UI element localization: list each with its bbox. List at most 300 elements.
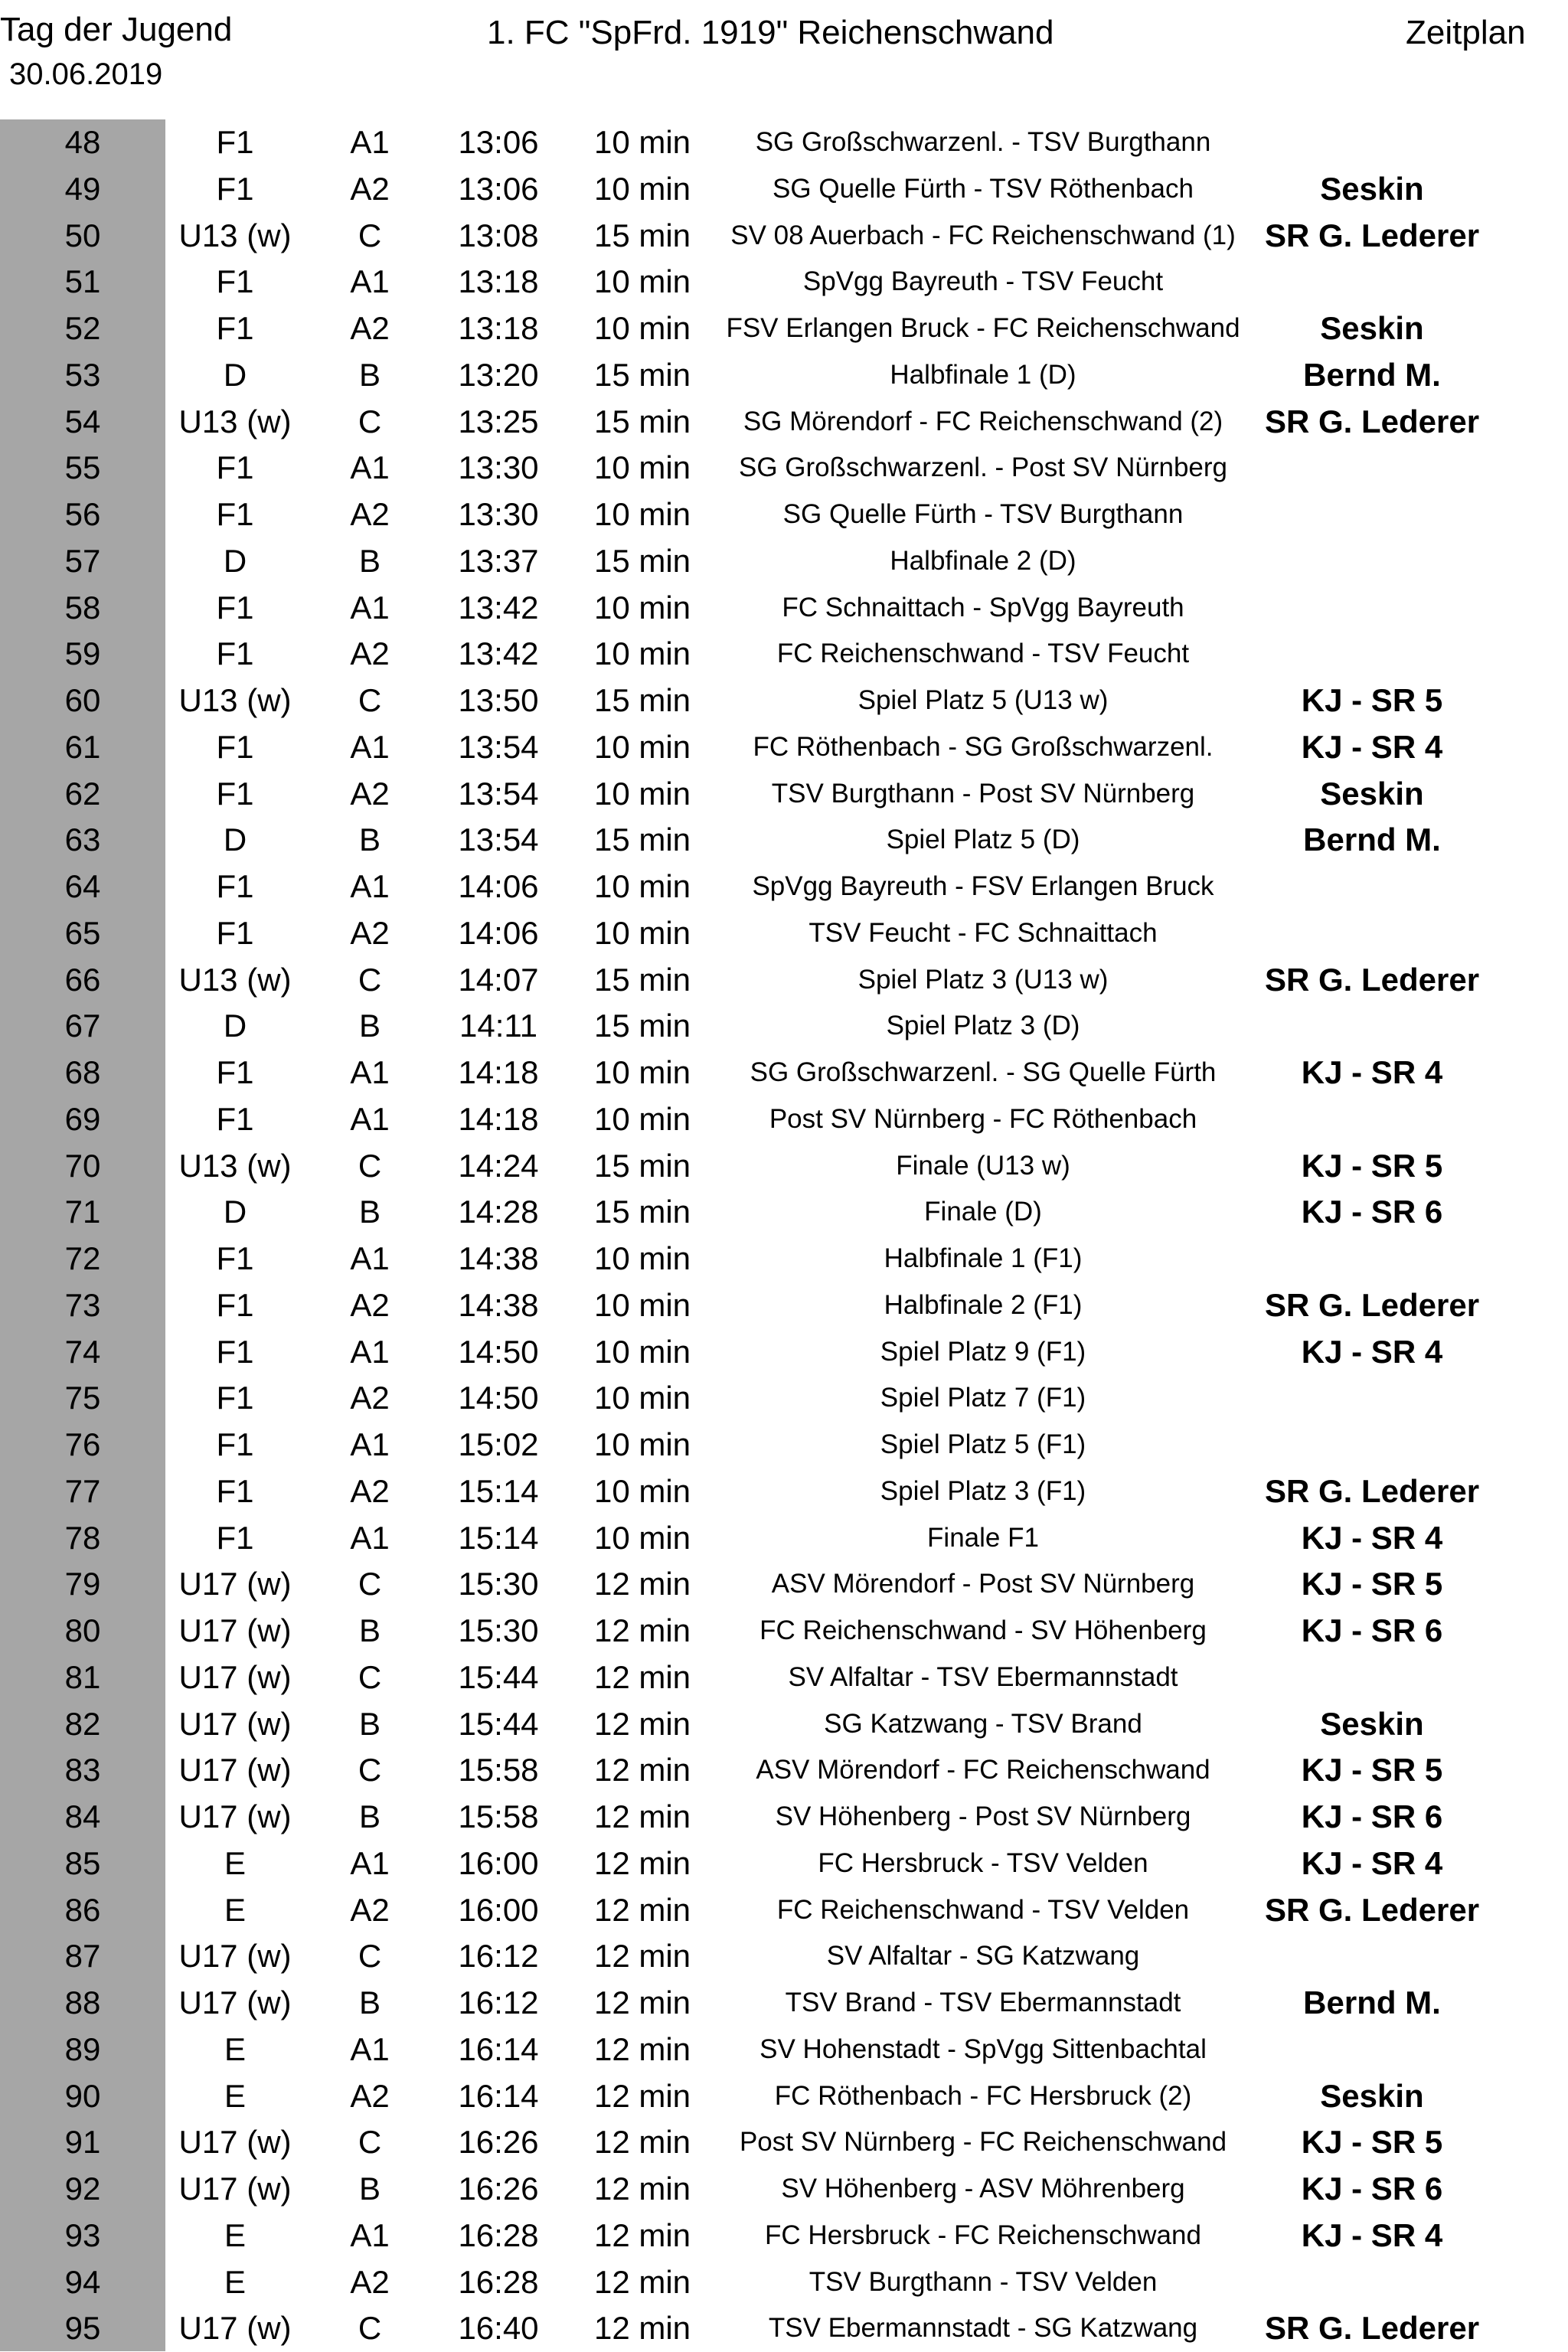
age-class-cell: D bbox=[223, 1008, 247, 1044]
duration-cell: 15 min bbox=[593, 403, 691, 439]
match-cell: SG Quelle Fürth - TSV Röthenbach bbox=[773, 173, 1194, 204]
referee-cell bbox=[1243, 1375, 1501, 1422]
game-number-cell: 80 bbox=[64, 1612, 101, 1648]
game-number-cell: 89 bbox=[64, 2030, 101, 2067]
duration-cell: 12 min bbox=[593, 2216, 691, 2253]
game-number-cell: 65 bbox=[64, 914, 101, 951]
start-time-cell: 15:30 bbox=[458, 1612, 539, 1648]
start-time-cell: 13:54 bbox=[458, 822, 539, 858]
start-time-cell: 14:18 bbox=[458, 1100, 539, 1137]
duration-cell: 10 min bbox=[593, 1472, 691, 1509]
start-time-cell: 14:28 bbox=[458, 1194, 539, 1230]
game-number-cell: 61 bbox=[64, 728, 101, 765]
referee-cell bbox=[1243, 1422, 1501, 1468]
start-time-cell: 14:50 bbox=[458, 1333, 539, 1370]
field-cell: A2 bbox=[350, 170, 390, 207]
referee-cell bbox=[1243, 2259, 1501, 2306]
game-number-cell: 81 bbox=[64, 1658, 101, 1695]
table-row bbox=[0, 166, 1568, 213]
duration-cell: 12 min bbox=[593, 1658, 691, 1695]
duration-cell: 12 min bbox=[593, 1891, 691, 1928]
table-row bbox=[0, 1050, 1568, 1096]
match-cell: Spiel Platz 3 (D) bbox=[886, 1011, 1080, 1041]
game-number-cell: 64 bbox=[64, 868, 101, 904]
age-class-cell: F1 bbox=[216, 496, 254, 532]
table-row bbox=[0, 1841, 1568, 1887]
age-class-cell: U17 (w) bbox=[178, 1658, 292, 1695]
field-cell: C bbox=[358, 961, 382, 998]
table-row bbox=[0, 1096, 1568, 1143]
duration-cell: 10 min bbox=[593, 1240, 691, 1276]
field-cell: C bbox=[358, 2310, 382, 2347]
match-cell: Finale (U13 w) bbox=[896, 1150, 1070, 1181]
field-cell: A1 bbox=[350, 1844, 390, 1881]
game-number-cell: 93 bbox=[64, 2216, 101, 2253]
start-time-cell: 14:11 bbox=[459, 1008, 537, 1044]
match-cell: FC Röthenbach - FC Hersbruck (2) bbox=[774, 2080, 1192, 2111]
age-class-cell: F1 bbox=[216, 868, 254, 904]
game-number-cell: 71 bbox=[64, 1194, 101, 1230]
field-cell: A2 bbox=[350, 635, 390, 672]
field-cell: A2 bbox=[350, 775, 390, 812]
match-cell: Spiel Platz 9 (F1) bbox=[880, 1336, 1086, 1367]
duration-cell: 12 min bbox=[593, 2263, 691, 2300]
match-cell: SpVgg Bayreuth - TSV Feucht bbox=[802, 266, 1164, 297]
game-number-cell: 79 bbox=[64, 1566, 101, 1602]
duration-cell: 12 min bbox=[593, 1566, 691, 1602]
field-cell: A1 bbox=[350, 2030, 390, 2067]
match-cell: Finale (D) bbox=[924, 1197, 1042, 1227]
referee-cell: Seskin bbox=[1320, 2077, 1424, 2114]
start-time-cell: 16:14 bbox=[458, 2030, 539, 2067]
referee-cell: Bernd M. bbox=[1303, 1984, 1441, 2020]
field-cell: A2 bbox=[350, 914, 390, 951]
age-class-cell: F1 bbox=[216, 449, 254, 486]
match-cell: Halbfinale 1 (D) bbox=[890, 359, 1076, 390]
age-class-cell: D bbox=[223, 356, 247, 393]
field-cell: C bbox=[358, 1566, 382, 1602]
field-cell: B bbox=[358, 2171, 381, 2207]
table-row bbox=[0, 1933, 1568, 1980]
game-number-cell: 90 bbox=[64, 2077, 101, 2114]
table-row bbox=[0, 213, 1568, 260]
duration-cell: 10 min bbox=[593, 775, 691, 812]
table-row bbox=[0, 2027, 1568, 2073]
start-time-cell: 16:28 bbox=[458, 2263, 539, 2300]
match-cell: FC Reichenschwand - TSV Velden bbox=[776, 1894, 1190, 1925]
duration-cell: 12 min bbox=[593, 1984, 691, 2020]
match-cell: Halbfinale 1 (F1) bbox=[884, 1243, 1083, 1273]
referee-cell: KJ - SR 4 bbox=[1301, 1054, 1443, 1090]
referee-cell bbox=[1243, 1655, 1501, 1701]
duration-cell: 12 min bbox=[593, 1752, 691, 1788]
start-time-cell: 16:40 bbox=[458, 2310, 539, 2347]
age-class-cell: F1 bbox=[216, 728, 254, 765]
referee-cell bbox=[1243, 538, 1501, 585]
table-row bbox=[0, 1608, 1568, 1655]
match-cell: Spiel Platz 5 (U13 w) bbox=[858, 685, 1109, 715]
duration-cell: 15 min bbox=[593, 1147, 691, 1184]
game-number-cell: 68 bbox=[64, 1054, 101, 1090]
duration-cell: 10 min bbox=[593, 1519, 691, 1556]
table-row bbox=[0, 1329, 1568, 1376]
table-row bbox=[0, 1747, 1568, 1794]
referee-cell bbox=[1243, 910, 1501, 957]
field-cell: C bbox=[358, 403, 382, 439]
referee-cell bbox=[1243, 1003, 1501, 1050]
table-row bbox=[0, 2119, 1568, 2166]
table-row bbox=[0, 119, 1568, 166]
referee-cell bbox=[1243, 631, 1501, 678]
game-number-cell: 87 bbox=[64, 1938, 101, 1975]
age-class-cell: U17 (w) bbox=[178, 1752, 292, 1788]
field-cell: B bbox=[358, 822, 381, 858]
start-time-cell: 13:06 bbox=[458, 124, 539, 160]
field-cell: C bbox=[358, 2124, 382, 2161]
game-number-cell: 76 bbox=[64, 1426, 101, 1462]
game-number-cell: 56 bbox=[64, 496, 101, 532]
age-class-cell: F1 bbox=[216, 1426, 254, 1462]
table-row bbox=[0, 1003, 1568, 1050]
table-row bbox=[0, 445, 1568, 492]
duration-cell: 15 min bbox=[593, 682, 691, 718]
match-cell: SG Großschwarzenl. - Post SV Nürnberg bbox=[739, 452, 1227, 483]
field-cell: B bbox=[358, 1984, 381, 2020]
field-cell: C bbox=[358, 1938, 382, 1975]
table-row bbox=[0, 1468, 1568, 1515]
referee-cell bbox=[1243, 2027, 1501, 2073]
start-time-cell: 15:14 bbox=[458, 1472, 539, 1509]
start-time-cell: 14:38 bbox=[458, 1240, 539, 1276]
referee-cell: KJ - SR 5 bbox=[1301, 1147, 1443, 1184]
age-class-cell: E bbox=[224, 2216, 246, 2253]
table-row bbox=[0, 631, 1568, 678]
field-cell: C bbox=[358, 217, 382, 253]
duration-cell: 10 min bbox=[593, 728, 691, 765]
age-class-cell: U17 (w) bbox=[178, 2310, 292, 2347]
start-time-cell: 15:14 bbox=[458, 1519, 539, 1556]
field-cell: B bbox=[358, 1798, 381, 1834]
referee-cell: KJ - SR 6 bbox=[1301, 1612, 1443, 1648]
start-time-cell: 15:44 bbox=[458, 1658, 539, 1695]
match-cell: SG Großschwarzenl. - TSV Burgthann bbox=[755, 127, 1211, 157]
table-row bbox=[0, 1143, 1568, 1190]
game-number-cell: 74 bbox=[64, 1333, 101, 1370]
start-time-cell: 14:06 bbox=[458, 868, 539, 904]
duration-cell: 10 min bbox=[593, 1286, 691, 1323]
table-row bbox=[0, 678, 1568, 724]
duration-cell: 12 min bbox=[593, 2077, 691, 2114]
duration-cell: 10 min bbox=[593, 914, 691, 951]
start-time-cell: 13:25 bbox=[458, 403, 539, 439]
match-cell: FC Reichenschwand - TSV Feucht bbox=[776, 639, 1190, 669]
table-row bbox=[0, 1422, 1568, 1468]
field-cell: A1 bbox=[350, 124, 390, 160]
table-row bbox=[0, 910, 1568, 957]
table-row bbox=[0, 2213, 1568, 2259]
age-class-cell: E bbox=[224, 1844, 246, 1881]
table-row bbox=[0, 1794, 1568, 1841]
match-cell: SV Höhenberg - ASV Möhrenberg bbox=[781, 2174, 1185, 2203]
age-class-cell: U13 (w) bbox=[178, 403, 292, 439]
referee-cell: Seskin bbox=[1320, 170, 1424, 207]
match-cell: FC Reichenschwand - SV Höhenberg bbox=[760, 1615, 1207, 1645]
table-row bbox=[0, 2073, 1568, 2120]
age-class-cell: F1 bbox=[216, 1519, 254, 1556]
match-cell: ASV Mörendorf - FC Reichenschwand bbox=[756, 1755, 1210, 1785]
table-row bbox=[0, 1655, 1568, 1701]
age-class-cell: F1 bbox=[216, 1380, 254, 1416]
match-cell: Halbfinale 2 (F1) bbox=[884, 1289, 1083, 1320]
duration-cell: 10 min bbox=[593, 1054, 691, 1090]
game-number-cell: 88 bbox=[64, 1984, 101, 2020]
match-cell: TSV Ebermannstadt - SG Katzwang bbox=[768, 2313, 1198, 2344]
age-class-cell: F1 bbox=[216, 775, 254, 812]
field-cell: A2 bbox=[350, 1891, 390, 1928]
field-cell: A1 bbox=[350, 1333, 390, 1370]
game-number-cell: 50 bbox=[64, 217, 101, 253]
game-number-cell: 95 bbox=[64, 2310, 101, 2347]
age-class-cell: F1 bbox=[216, 1286, 254, 1323]
duration-cell: 10 min bbox=[593, 310, 691, 346]
referee-cell: SR G. Lederer bbox=[1264, 1286, 1480, 1323]
game-number-cell: 75 bbox=[64, 1380, 101, 1416]
table-row bbox=[0, 1887, 1568, 1934]
match-cell: SV Hohenstadt - SpVgg Sittenbachtal bbox=[760, 2034, 1207, 2064]
duration-cell: 12 min bbox=[593, 1612, 691, 1648]
table-row bbox=[0, 259, 1568, 305]
age-class-cell: F1 bbox=[216, 635, 254, 672]
start-time-cell: 15:02 bbox=[458, 1426, 539, 1462]
age-class-cell: D bbox=[223, 1194, 247, 1230]
referee-cell: KJ - SR 6 bbox=[1301, 2171, 1443, 2207]
event-title: Tag der Jugend bbox=[0, 11, 233, 48]
start-time-cell: 14:50 bbox=[458, 1380, 539, 1416]
field-cell: A2 bbox=[350, 310, 390, 346]
referee-cell bbox=[1243, 1096, 1501, 1143]
match-cell: Finale F1 bbox=[927, 1522, 1039, 1553]
field-cell: A1 bbox=[350, 449, 390, 486]
duration-cell: 10 min bbox=[593, 170, 691, 207]
duration-cell: 10 min bbox=[593, 496, 691, 532]
match-cell: SG Quelle Fürth - TSV Burgthann bbox=[782, 499, 1184, 529]
age-class-cell: F1 bbox=[216, 1240, 254, 1276]
age-class-cell: U13 (w) bbox=[178, 961, 292, 998]
field-cell: C bbox=[358, 1752, 382, 1788]
age-class-cell: E bbox=[224, 2030, 246, 2067]
referee-cell: KJ - SR 4 bbox=[1301, 1519, 1443, 1556]
match-cell: Spiel Platz 7 (F1) bbox=[880, 1383, 1086, 1413]
referee-cell: SR G. Lederer bbox=[1264, 1891, 1480, 1928]
start-time-cell: 13:54 bbox=[458, 775, 539, 812]
age-class-cell: F1 bbox=[216, 589, 254, 626]
duration-cell: 12 min bbox=[593, 1705, 691, 1742]
start-time-cell: 14:24 bbox=[458, 1147, 539, 1184]
table-row bbox=[0, 1561, 1568, 1608]
referee-cell: KJ - SR 6 bbox=[1301, 1798, 1443, 1834]
duration-cell: 12 min bbox=[593, 1798, 691, 1834]
duration-cell: 15 min bbox=[593, 542, 691, 579]
match-cell: SV Höhenberg - Post SV Nürnberg bbox=[775, 1802, 1191, 1831]
table-row bbox=[0, 585, 1568, 632]
match-cell: TSV Burgthann - Post SV Nürnberg bbox=[771, 778, 1195, 808]
match-cell: FC Röthenbach - SG Großschwarzenl. bbox=[753, 731, 1214, 762]
age-class-cell: U17 (w) bbox=[178, 1798, 292, 1834]
referee-cell: Seskin bbox=[1320, 310, 1424, 346]
game-number-cell: 69 bbox=[64, 1100, 101, 1137]
start-time-cell: 14:07 bbox=[458, 961, 539, 998]
table-row bbox=[0, 1375, 1568, 1422]
game-number-cell: 70 bbox=[64, 1147, 101, 1184]
event-date: 30.06.2019 bbox=[9, 57, 163, 91]
duration-cell: 12 min bbox=[593, 2310, 691, 2347]
age-class-cell: F1 bbox=[216, 914, 254, 951]
start-time-cell: 13:30 bbox=[458, 496, 539, 532]
document-type: Zeitplan bbox=[1406, 14, 1526, 51]
field-cell: A1 bbox=[350, 1426, 390, 1462]
referee-cell: Seskin bbox=[1320, 1705, 1424, 1742]
duration-cell: 12 min bbox=[593, 2171, 691, 2207]
game-number-cell: 51 bbox=[64, 263, 101, 300]
referee-cell bbox=[1243, 259, 1501, 305]
field-cell: A1 bbox=[350, 1100, 390, 1137]
game-number-cell: 52 bbox=[64, 310, 101, 346]
start-time-cell: 13:18 bbox=[458, 263, 539, 300]
start-time-cell: 16:00 bbox=[458, 1891, 539, 1928]
duration-cell: 10 min bbox=[593, 1380, 691, 1416]
referee-cell bbox=[1243, 585, 1501, 632]
field-cell: B bbox=[358, 542, 381, 579]
game-number-cell: 48 bbox=[64, 124, 101, 160]
age-class-cell: U17 (w) bbox=[178, 1705, 292, 1742]
game-number-cell: 84 bbox=[64, 1798, 101, 1834]
field-cell: A1 bbox=[350, 868, 390, 904]
age-class-cell: F1 bbox=[216, 263, 254, 300]
age-class-cell: E bbox=[224, 2263, 246, 2300]
duration-cell: 10 min bbox=[593, 635, 691, 672]
table-row bbox=[0, 1189, 1568, 1236]
referee-cell: SR G. Lederer bbox=[1264, 403, 1480, 439]
table-row bbox=[0, 305, 1568, 352]
game-number-cell: 62 bbox=[64, 775, 101, 812]
start-time-cell: 16:12 bbox=[458, 1984, 539, 2020]
referee-cell bbox=[1243, 119, 1501, 166]
field-cell: A2 bbox=[350, 2077, 390, 2114]
game-number-cell: 49 bbox=[64, 170, 101, 207]
referee-cell bbox=[1243, 1933, 1501, 1980]
referee-cell: KJ - SR 5 bbox=[1301, 2124, 1443, 2161]
duration-cell: 12 min bbox=[593, 1938, 691, 1975]
start-time-cell: 13:06 bbox=[458, 170, 539, 207]
match-cell: SG Katzwang - TSV Brand bbox=[824, 1708, 1142, 1739]
match-cell: Spiel Platz 3 (U13 w) bbox=[858, 964, 1109, 995]
age-class-cell: F1 bbox=[216, 1333, 254, 1370]
start-time-cell: 16:28 bbox=[458, 2216, 539, 2253]
field-cell: A1 bbox=[350, 2216, 390, 2253]
match-cell: TSV Brand - TSV Ebermannstadt bbox=[785, 1988, 1181, 2017]
table-row bbox=[0, 538, 1568, 585]
match-cell: FC Hersbruck - TSV Velden bbox=[818, 1847, 1148, 1878]
duration-cell: 10 min bbox=[593, 868, 691, 904]
referee-cell: SR G. Lederer bbox=[1264, 2310, 1480, 2347]
referee-cell bbox=[1243, 445, 1501, 492]
duration-cell: 12 min bbox=[593, 2124, 691, 2161]
start-time-cell: 16:26 bbox=[458, 2124, 539, 2161]
game-number-cell: 77 bbox=[64, 1472, 101, 1509]
referee-cell: KJ - SR 5 bbox=[1301, 682, 1443, 718]
table-row bbox=[0, 352, 1568, 399]
start-time-cell: 15:58 bbox=[458, 1752, 539, 1788]
game-number-cell: 54 bbox=[64, 403, 101, 439]
referee-cell: Bernd M. bbox=[1303, 356, 1441, 393]
field-cell: B bbox=[358, 1705, 381, 1742]
field-cell: A1 bbox=[350, 1519, 390, 1556]
age-class-cell: U13 (w) bbox=[178, 1147, 292, 1184]
table-row bbox=[0, 957, 1568, 1004]
field-cell: A1 bbox=[350, 1240, 390, 1276]
field-cell: C bbox=[358, 1658, 382, 1695]
age-class-cell: U17 (w) bbox=[178, 1566, 292, 1602]
age-class-cell: E bbox=[224, 1891, 246, 1928]
match-cell: Spiel Platz 3 (F1) bbox=[880, 1475, 1086, 1506]
age-class-cell: F1 bbox=[216, 1100, 254, 1137]
start-time-cell: 13:50 bbox=[458, 682, 539, 718]
duration-cell: 10 min bbox=[593, 589, 691, 626]
age-class-cell: U17 (w) bbox=[178, 1612, 292, 1648]
start-time-cell: 15:30 bbox=[458, 1566, 539, 1602]
start-time-cell: 13:20 bbox=[458, 356, 539, 393]
age-class-cell: F1 bbox=[216, 310, 254, 346]
table-row bbox=[0, 1701, 1568, 1748]
start-time-cell: 16:14 bbox=[458, 2077, 539, 2114]
field-cell: A2 bbox=[350, 1286, 390, 1323]
start-time-cell: 16:00 bbox=[458, 1844, 539, 1881]
start-time-cell: 15:58 bbox=[458, 1798, 539, 1834]
game-number-cell: 55 bbox=[64, 449, 101, 486]
age-class-cell: F1 bbox=[216, 1472, 254, 1509]
referee-cell bbox=[1243, 492, 1501, 538]
age-class-cell: U13 (w) bbox=[178, 682, 292, 718]
field-cell: A1 bbox=[350, 728, 390, 765]
table-row bbox=[0, 1980, 1568, 2027]
game-number-cell: 86 bbox=[64, 1891, 101, 1928]
game-number-cell: 82 bbox=[64, 1705, 101, 1742]
referee-cell: Seskin bbox=[1320, 775, 1424, 812]
game-number-cell: 58 bbox=[64, 589, 101, 626]
age-class-cell: U13 (w) bbox=[178, 217, 292, 253]
start-time-cell: 15:44 bbox=[458, 1705, 539, 1742]
game-number-cell: 57 bbox=[64, 542, 101, 579]
duration-cell: 15 min bbox=[593, 356, 691, 393]
field-cell: A2 bbox=[350, 1472, 390, 1509]
match-cell: Spiel Platz 5 (F1) bbox=[880, 1429, 1086, 1459]
referee-cell bbox=[1243, 864, 1501, 910]
start-time-cell: 14:06 bbox=[458, 914, 539, 951]
duration-cell: 15 min bbox=[593, 961, 691, 998]
start-time-cell: 13:54 bbox=[458, 728, 539, 765]
referee-cell: SR G. Lederer bbox=[1264, 217, 1480, 253]
club-name: 1. FC "SpFrd. 1919" Reichenschwand bbox=[487, 14, 1054, 51]
start-time-cell: 16:26 bbox=[458, 2171, 539, 2207]
table-row bbox=[0, 864, 1568, 910]
duration-cell: 15 min bbox=[593, 217, 691, 253]
referee-cell: KJ - SR 6 bbox=[1301, 1194, 1443, 1230]
referee-cell: KJ - SR 4 bbox=[1301, 728, 1443, 765]
referee-cell: Bernd M. bbox=[1303, 822, 1441, 858]
duration-cell: 15 min bbox=[593, 822, 691, 858]
duration-cell: 10 min bbox=[593, 1333, 691, 1370]
game-number-cell: 72 bbox=[64, 1240, 101, 1276]
